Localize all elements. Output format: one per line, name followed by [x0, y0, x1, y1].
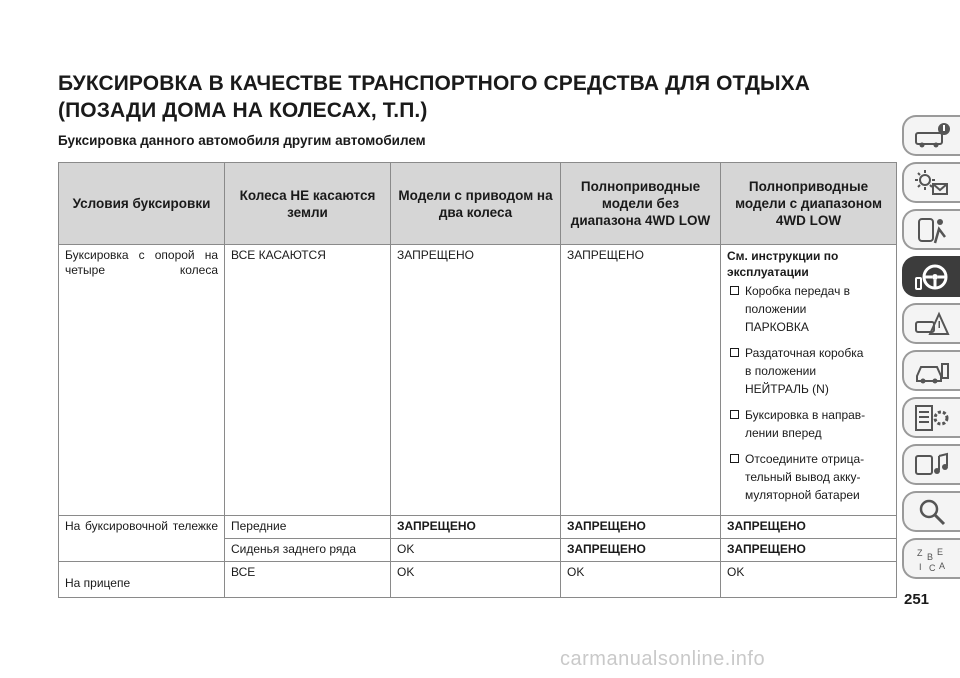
towing-steps-list	[727, 282, 890, 504]
page-number: 251	[904, 591, 930, 608]
alphabet-index-icon	[913, 544, 951, 574]
cell-condition-trailer: На прицепе	[59, 562, 225, 598]
table-row	[59, 516, 897, 539]
chapter-tab-emergency[interactable]	[902, 303, 960, 344]
chapter-tab-service[interactable]	[902, 350, 960, 391]
svg-text:Z: Z	[917, 547, 923, 558]
cell-dolly-rear-two-wd: OK	[391, 539, 561, 562]
cell-trailer-two-wd: OK	[391, 562, 561, 598]
warning-triangle-icon	[913, 309, 951, 339]
cell-dolly-rear: Сиденья заднего ряда	[225, 539, 391, 562]
cell-dolly-front-two-wd: ЗАПРЕЩЕНО	[391, 516, 561, 539]
chapter-tab-multimedia[interactable]	[902, 444, 960, 485]
list-item: Коробка передач в положении ПАРКОВКА	[727, 282, 890, 336]
cell-awd-low-instructions	[721, 245, 897, 516]
car-info-icon	[913, 121, 951, 151]
chapter-tab-specs[interactable]	[902, 397, 960, 438]
chapter-tab-driving[interactable]	[902, 256, 960, 297]
header-awd-with-low: Полноприводные модели с диапазоном 4WD LOW	[721, 163, 897, 245]
cell-dolly-rear-low: ЗАПРЕЩЕНО	[721, 539, 897, 562]
multimedia-icon	[913, 450, 951, 480]
page-title: БУКСИРОВКА В КАЧЕСТВЕ ТРАНСПОРТНОГО СРЕДСТВА ДЛЯ ОТДЫХА (ПОЗАДИ ДОМА НА КОЛЕСАХ, Т.П.)	[58, 72, 811, 122]
towing-conditions-table	[58, 162, 897, 598]
cell-condition-four-wheels: Буксировка с опорой на четыре колеса	[59, 245, 225, 516]
header-towing-condition: Условия буксировки	[59, 163, 225, 245]
header-two-wheel-drive: Модели с приводом на два колеса	[391, 163, 561, 245]
svg-text:I: I	[919, 561, 922, 572]
seatbelt-airbag-icon	[913, 215, 951, 245]
svg-text:B: B	[927, 551, 934, 562]
chapter-tab-safety[interactable]	[902, 209, 960, 250]
instructions-note: См. инструкции по эксплуатации	[727, 249, 839, 279]
cell-wheels-all-touch: ВСЕ КАСАЮТСЯ	[225, 245, 391, 516]
cell-trailer-awd: OK	[561, 562, 721, 598]
chapter-tab-search[interactable]	[902, 491, 960, 532]
header-awd-no-low: Полноприводные модели без диапазона 4WD LOW	[561, 163, 721, 245]
section-subtitle: Буксировка данного автомобиля другим автомобилем	[58, 133, 426, 148]
cell-condition-dolly: На буксировочной тележке	[59, 516, 225, 562]
chapter-tab-car-info[interactable]	[902, 115, 960, 156]
cell-awd-prohibited: ЗАПРЕЩЕНО	[561, 245, 721, 516]
list-item: Буксировка в направ- лении вперед	[727, 406, 890, 442]
svg-text:E: E	[937, 546, 944, 557]
cell-dolly-front-awd: ЗАПРЕЩЕНО	[561, 516, 721, 539]
chapter-tabs	[902, 115, 960, 585]
table-row	[59, 562, 897, 598]
list-item: Отсоедините отрица- тельный вывод акку- муляторной батареи	[727, 450, 890, 504]
list-item: Раздаточная коробка в положении НЕЙТРАЛЬ (N)	[727, 344, 890, 398]
dashboard-lights-icon	[913, 168, 951, 198]
chapter-tab-index[interactable]	[902, 538, 960, 579]
cell-two-wd-prohibited: ЗАПРЕЩЕНО	[391, 245, 561, 516]
cell-dolly-front-low: ЗАПРЕЩЕНО	[721, 516, 897, 539]
cell-dolly-rear-awd: ЗАПРЕЩЕНО	[561, 539, 721, 562]
svg-text:A: A	[939, 560, 946, 571]
table-header-row	[59, 163, 897, 245]
cell-dolly-front: Передние	[225, 516, 391, 539]
header-wheels-off-ground: Колеса НЕ касаются земли	[225, 163, 391, 245]
cell-trailer-wheels: ВСЕ	[225, 562, 391, 598]
specs-gear-icon	[913, 403, 951, 433]
cell-trailer-low: OK	[721, 562, 897, 598]
search-index-icon	[913, 497, 951, 527]
svg-text:C: C	[929, 562, 936, 573]
watermark: carmanualsonline.info	[560, 648, 766, 670]
table-row	[59, 245, 897, 516]
car-service-icon	[913, 356, 951, 386]
steering-wheel-icon	[913, 262, 951, 292]
chapter-tab-dashboard[interactable]	[902, 162, 960, 203]
